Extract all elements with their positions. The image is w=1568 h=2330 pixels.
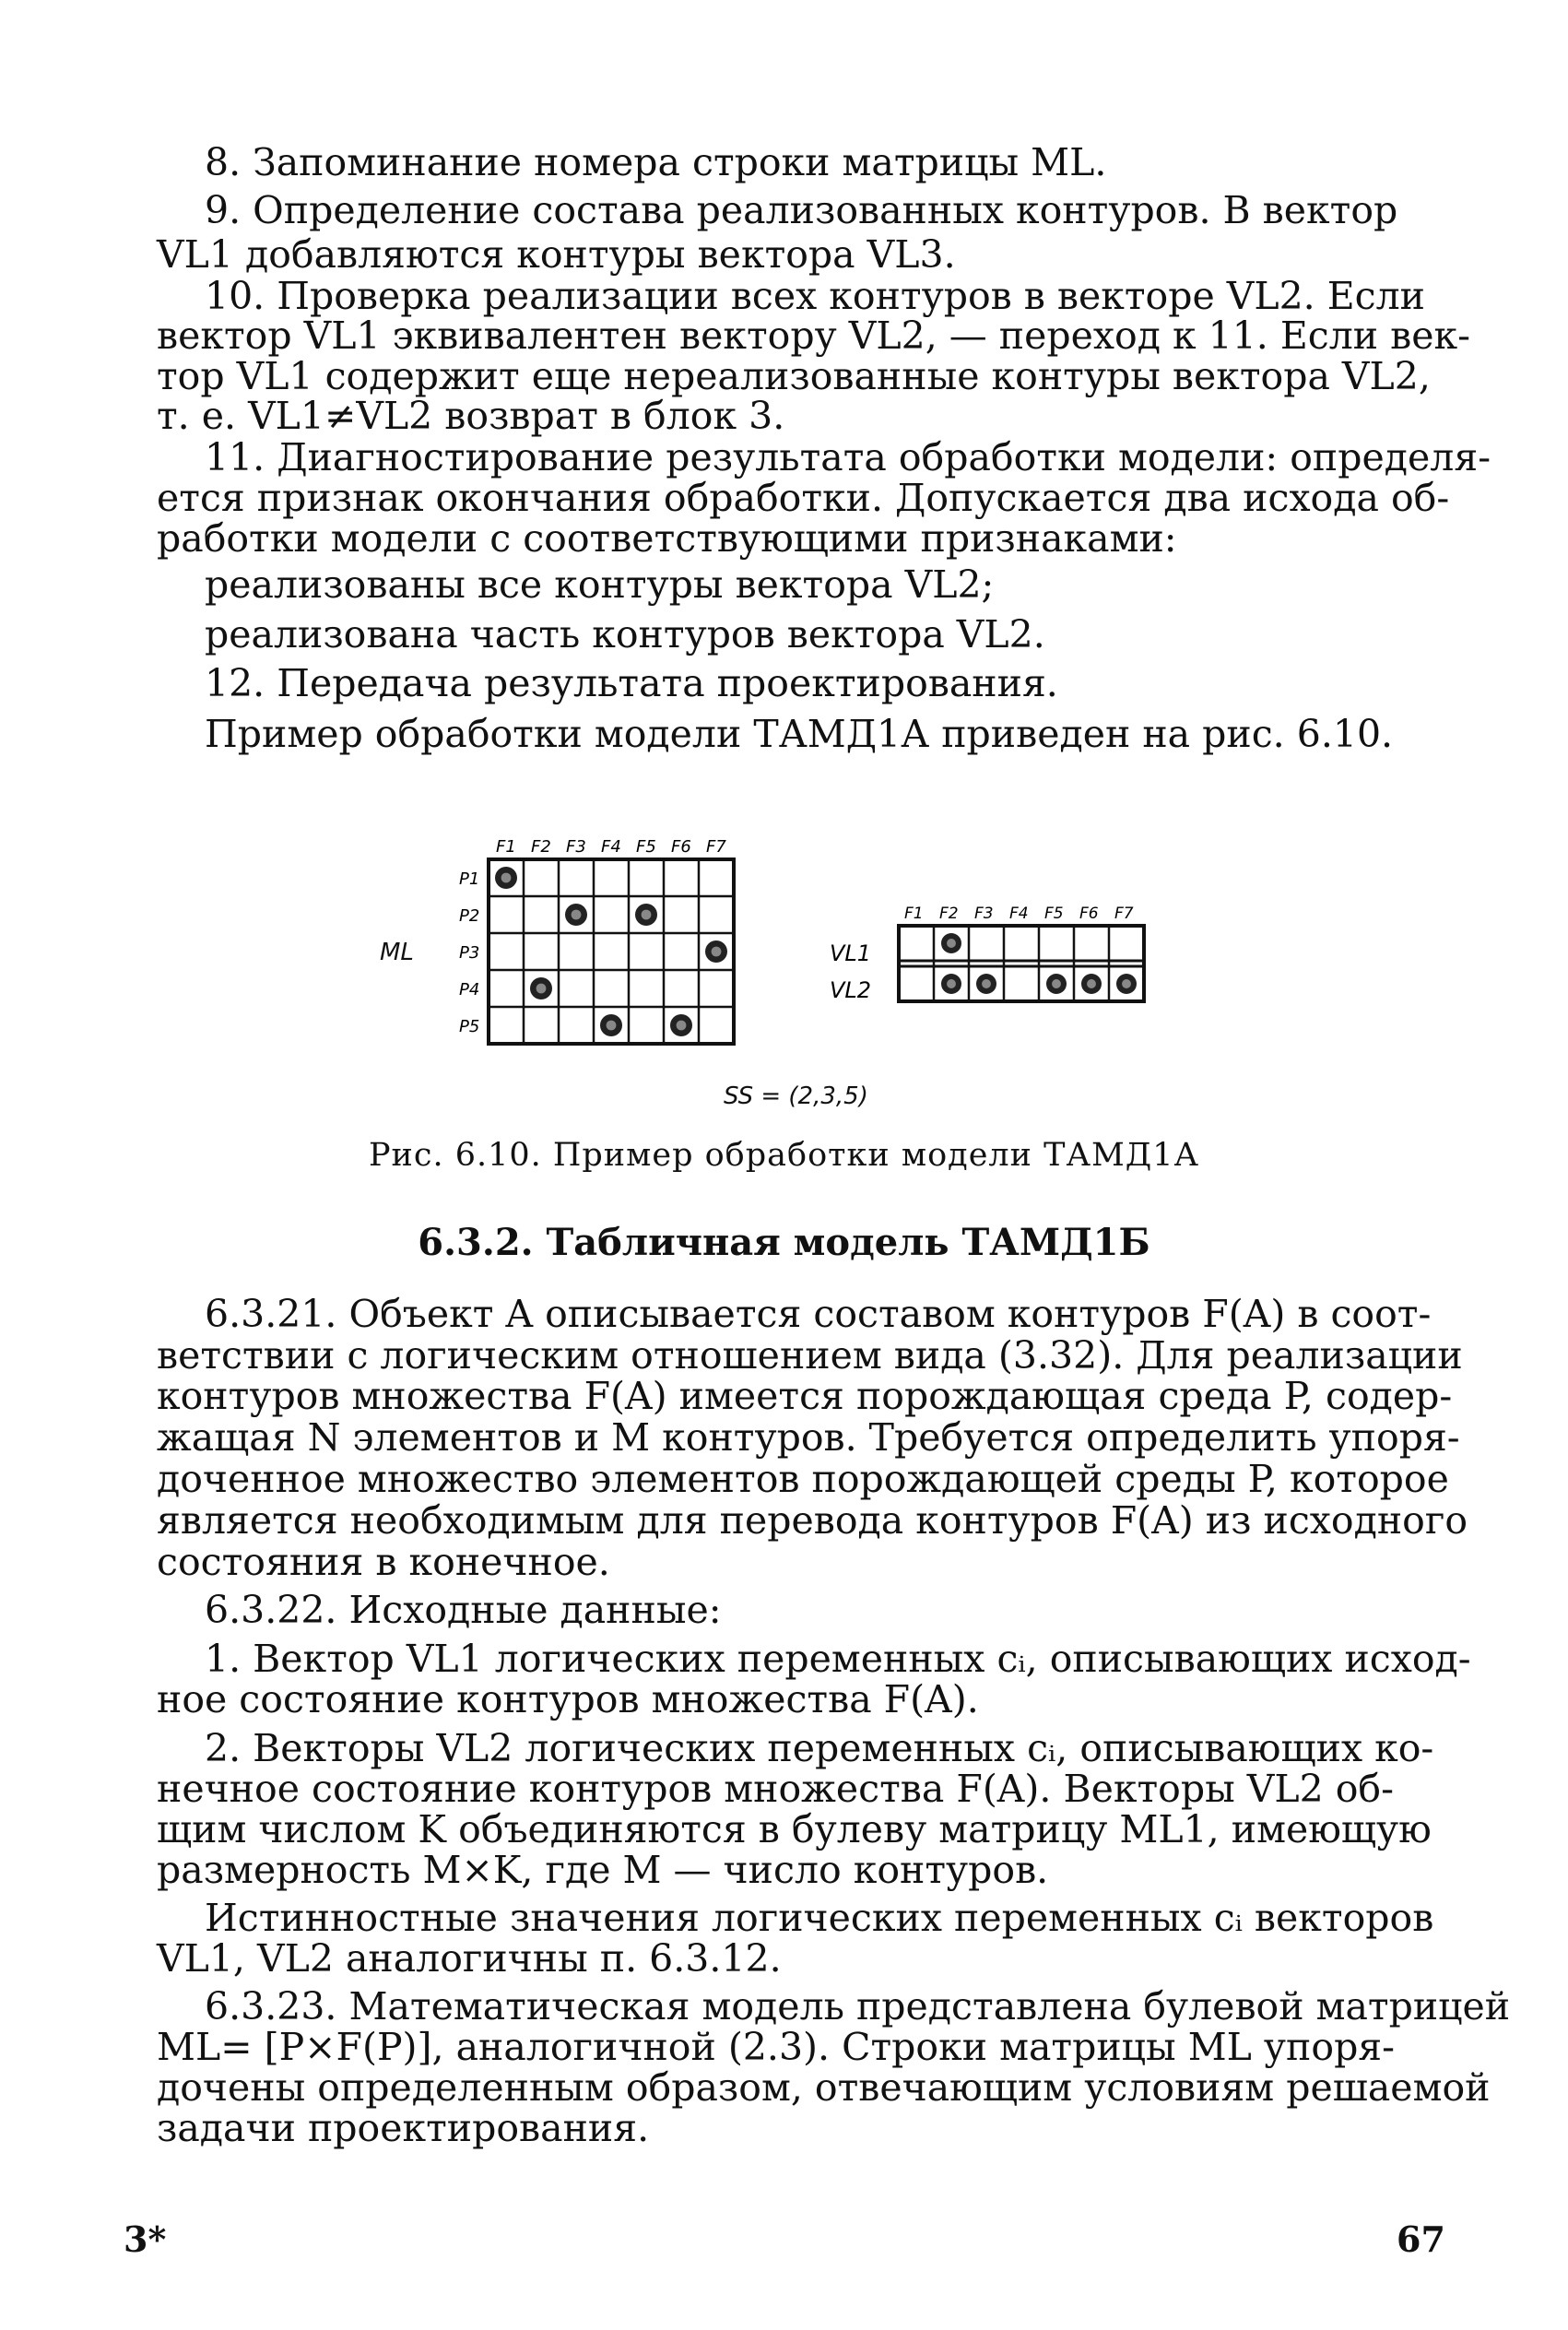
text-line: контуров множества F(A) имеется порождающая среда P, содер- <box>157 1374 1453 1418</box>
figure-caption: Рис. 6.10. Пример обработки модели ТАМД1А <box>368 1137 1200 1174</box>
ml-label: ML <box>380 939 414 966</box>
ml-mark-core <box>642 910 652 920</box>
ml-mark-core <box>677 1021 687 1031</box>
text-line: 2. Векторы VL2 логических переменных cᵢ, описывающих ко- <box>205 1726 1434 1770</box>
ml-mark-core <box>712 947 722 957</box>
text-line: 6.3.23. Математическая модель представлена булевой матрицей <box>205 1984 1511 2028</box>
ml-row-label: P2 <box>459 906 480 926</box>
text-line: ветствии с логическим отношением вида (3.32). Для реализации <box>157 1333 1463 1378</box>
text-line: 6.3.21. Объект A описывается составом контуров F(A) в соот- <box>205 1292 1432 1336</box>
text-line: 9. Определение состава реализованных контуров. В вектор <box>205 188 1398 232</box>
vl2-label: VL2 <box>830 977 872 1003</box>
vector-border <box>899 926 1144 1001</box>
vl2-mark-core <box>1087 979 1096 988</box>
vector-col-label: F7 <box>1114 905 1134 923</box>
text-line: Пример обработки модели ТАМД1А приведен на рис. 6.10. <box>205 712 1394 756</box>
vl1-mark-core <box>947 939 956 948</box>
text-line: размерность M×K, где M — число контуров. <box>157 1848 1049 1892</box>
vl2-mark-core <box>1052 979 1061 988</box>
text-line: 11. Диагностирование результата обработки модели: определя- <box>205 435 1491 479</box>
vector-col-label: F2 <box>939 905 959 923</box>
text-line: доченное множество элементов порождающей среды P, которое <box>157 1457 1449 1501</box>
text-line: ное состояние контуров множества F(A). <box>157 1677 979 1721</box>
text-line: 12. Передача результата проектирования. <box>205 661 1058 705</box>
vector-col-label: F6 <box>1079 905 1099 923</box>
text-line: VL1, VL2 аналогичны п. 6.3.12. <box>157 1936 782 1981</box>
text-line: 6.3.22. Исходные данные: <box>205 1588 722 1632</box>
figure-6-10 <box>424 821 1189 1116</box>
ml-mark-core <box>536 984 547 994</box>
vl2-mark-core <box>1122 979 1131 988</box>
vector-col-label: F4 <box>1009 905 1029 923</box>
ml-row-label: P1 <box>459 869 480 889</box>
vector-table <box>899 926 1144 1001</box>
ml-col-label: F7 <box>706 837 726 857</box>
text-line: 10. Проверка реализации всех контуров в векторе VL2. Если <box>205 274 1425 318</box>
ml-row-label: P5 <box>459 1017 480 1036</box>
ss-formula: SS = (2,3,5) <box>724 1082 868 1110</box>
vector-column-labels <box>904 905 1134 923</box>
vector-col-label: F3 <box>974 905 994 923</box>
ml-col-label: F2 <box>531 837 551 857</box>
ml-col-label: F1 <box>496 837 516 857</box>
vl1-label: VL1 <box>830 940 872 966</box>
vector-col-label: F5 <box>1044 905 1064 923</box>
ml-col-label: F5 <box>636 837 656 857</box>
text-line: работки модели с соответствующими признаками: <box>157 516 1177 561</box>
text-line: т. е. VL1≠VL2 возврат в блок 3. <box>157 394 785 438</box>
page-number: 67 <box>1397 2218 1445 2260</box>
vl2-mark-core <box>947 979 956 988</box>
text-line: нечное состояние контуров множества F(A). Векторы VL2 об- <box>157 1767 1394 1811</box>
ml-marks <box>495 867 727 1036</box>
text-line: ется признак окончания обработки. Допускается два исхода об- <box>157 476 1450 520</box>
ml-mark-core <box>501 873 512 883</box>
ml-mark-core <box>572 910 582 920</box>
text-line: состояния в конечное. <box>157 1540 610 1584</box>
signature-mark: 3* <box>124 2218 167 2260</box>
text-line: 1. Вектор VL1 логических переменных cᵢ, описывающих исход- <box>205 1637 1471 1681</box>
ml-row-label: P3 <box>459 943 480 963</box>
text-line: вектор VL1 эквивалентен вектору VL2, — переход к 11. Если век- <box>157 313 1470 358</box>
text-line: 8. Запоминание номера строки матрицы ML. <box>205 140 1107 184</box>
ml-col-label: F6 <box>671 837 691 857</box>
ml-col-label: F4 <box>601 837 621 857</box>
ml-mark-core <box>607 1021 617 1031</box>
text-line: Истинностные значения логических переменных cᵢ векторов <box>205 1896 1434 1940</box>
text-line: дочены определенным образом, отвечающим условиям решаемой <box>157 2065 1491 2110</box>
text-line: тор VL1 содержит еще нереализованные контуры вектора VL2, <box>157 354 1431 398</box>
text-line: ML= [P×F(P)], аналогичной (2.3). Строки матрицы ML упоря- <box>157 2025 1396 2069</box>
text-line: реализованы все контуры вектора VL2; <box>205 562 995 607</box>
section-heading: 6.3.2. Табличная модель ТАМД1Б <box>418 1221 1150 1264</box>
text-line: жащая N элементов и M контуров. Требуется определить упоря- <box>157 1415 1460 1460</box>
ml-column-labels <box>496 837 726 857</box>
ml-col-label: F3 <box>566 837 586 857</box>
vector-col-label: F1 <box>904 905 924 923</box>
text-line: является необходимым для перевода контуров F(A) из исходного <box>157 1498 1468 1543</box>
vl2-mark-core <box>982 979 991 988</box>
text-line: щим числом K объединяются в булеву матрицу ML1, имеющую <box>157 1807 1432 1851</box>
text-line: задачи проектирования. <box>157 2106 650 2150</box>
text-line: реализована часть контуров вектора VL2. <box>205 612 1045 656</box>
text-line: VL1 добавляются контуры вектора VL3. <box>157 232 956 277</box>
ml-row-label: P4 <box>459 980 480 999</box>
ml-row-labels <box>459 869 479 1036</box>
